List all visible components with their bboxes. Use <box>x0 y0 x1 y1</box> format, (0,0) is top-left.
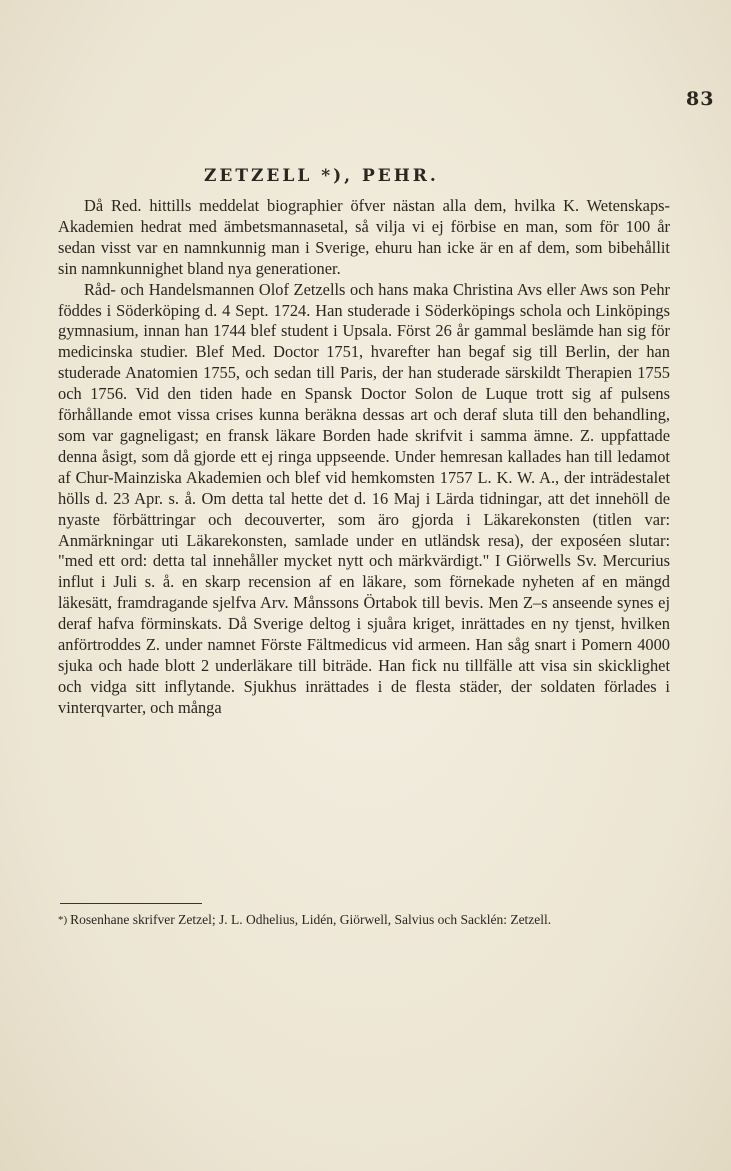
paragraph: Råd- och Handelsmannen Olof Zetzells och hans maka Christina Avs eller Aws son Pehr föddes i Söderköping d. 4 Sept. 1724. Han studerade i Söderköpings schola och Linköpings gymnasium, innan han 1744 blef student i Upsala. Först 26 år gammal beslämde han sig för medicinska studier. Blef Med. Doctor 1751, hvarefter han begaf sig till Berlin, der han studerade Anatomien 1755, och sedan till Paris, der han studerade särskildt Therapien 1755 och 1756. Vid den tiden hade en Spansk Doctor Solon de Luque trott sig af pulsens förhållande emot vissa crises kunna beräkna dessas art och deraf sluta till den behandling, som var gagneligast; en fransk läkare Borden hade skrifvit i samma ämne. Z. uppfattade denna åsigt, som då gjorde ett ej ringa uppseende. Under hemresan kallades han till ledamot af Chur-Mainziska Akademien och blef vid hemkomsten 1757 L. K. W. A., der inträdestalet hölls d. 23 Apr. s. å. Om detta tal hette det d. 16 Maj i Lärda tidningar, att det innehöll de nyaste förbättringar och decouverter, som äro gjorda i Läkarekonsten (titlen var: Anmärkningar uti Läkarekonsten, samlade under en utländsk resa), der exposéen slutar: "med ett ord: detta tal innehåller mycket nytt och märkvärdigt." I Giörwells Sv. Mercurius influt i Juli s. å. en skarp recension af en läkare, som förnekade nyheten af en mängd läkesätt, framdragande sjelfva Arv. Månssons Örtabok till bevis. Men Z–s anseende synes ej deraf hafva förminskats. Då Sverige deltog i sjuåra kriget, inrättades en ny tjenst, hvilken anförtroddes Z. under namnet Förste Fältmedicus vid armeen. Han såg snart i Pomern 4000 sjuka och hade blott 2 underläkare till biträde. Han fick nu tillfälle att visa sin skicklighet och vidga sitt inflytande. Sjukhus inrättades i de flesta städer, der soldaten förlades i vinterqvarter, och många <box>58 279 670 717</box>
paragraph: Då Red. hittills meddelat biographier öfver nästan alla dem, hvilka K. Wetenskaps-Akademien hedrat med ämbetsmannasetal, så vilja vi ej förbise en man, som för 100 år sedan visst var en namnkunnig man i Sverige, ehuru han icke är en af dem, som bibehållit sin namnkunnighet bland nya generationer. <box>58 196 670 278</box>
body-text <box>58 196 670 719</box>
footnote <box>58 912 670 928</box>
footnote-mark: *) <box>58 914 68 926</box>
footnote-divider <box>60 903 202 904</box>
page-number: 83 <box>686 88 715 110</box>
entry-heading: ZETZELL *), PEHR. <box>204 166 439 186</box>
footnote-text: Rosenhane skrifver Zetzel; J. L. Odhelius, Lidén, Giörwell, Salvius och Sacklén: Zetzell. <box>70 912 552 927</box>
